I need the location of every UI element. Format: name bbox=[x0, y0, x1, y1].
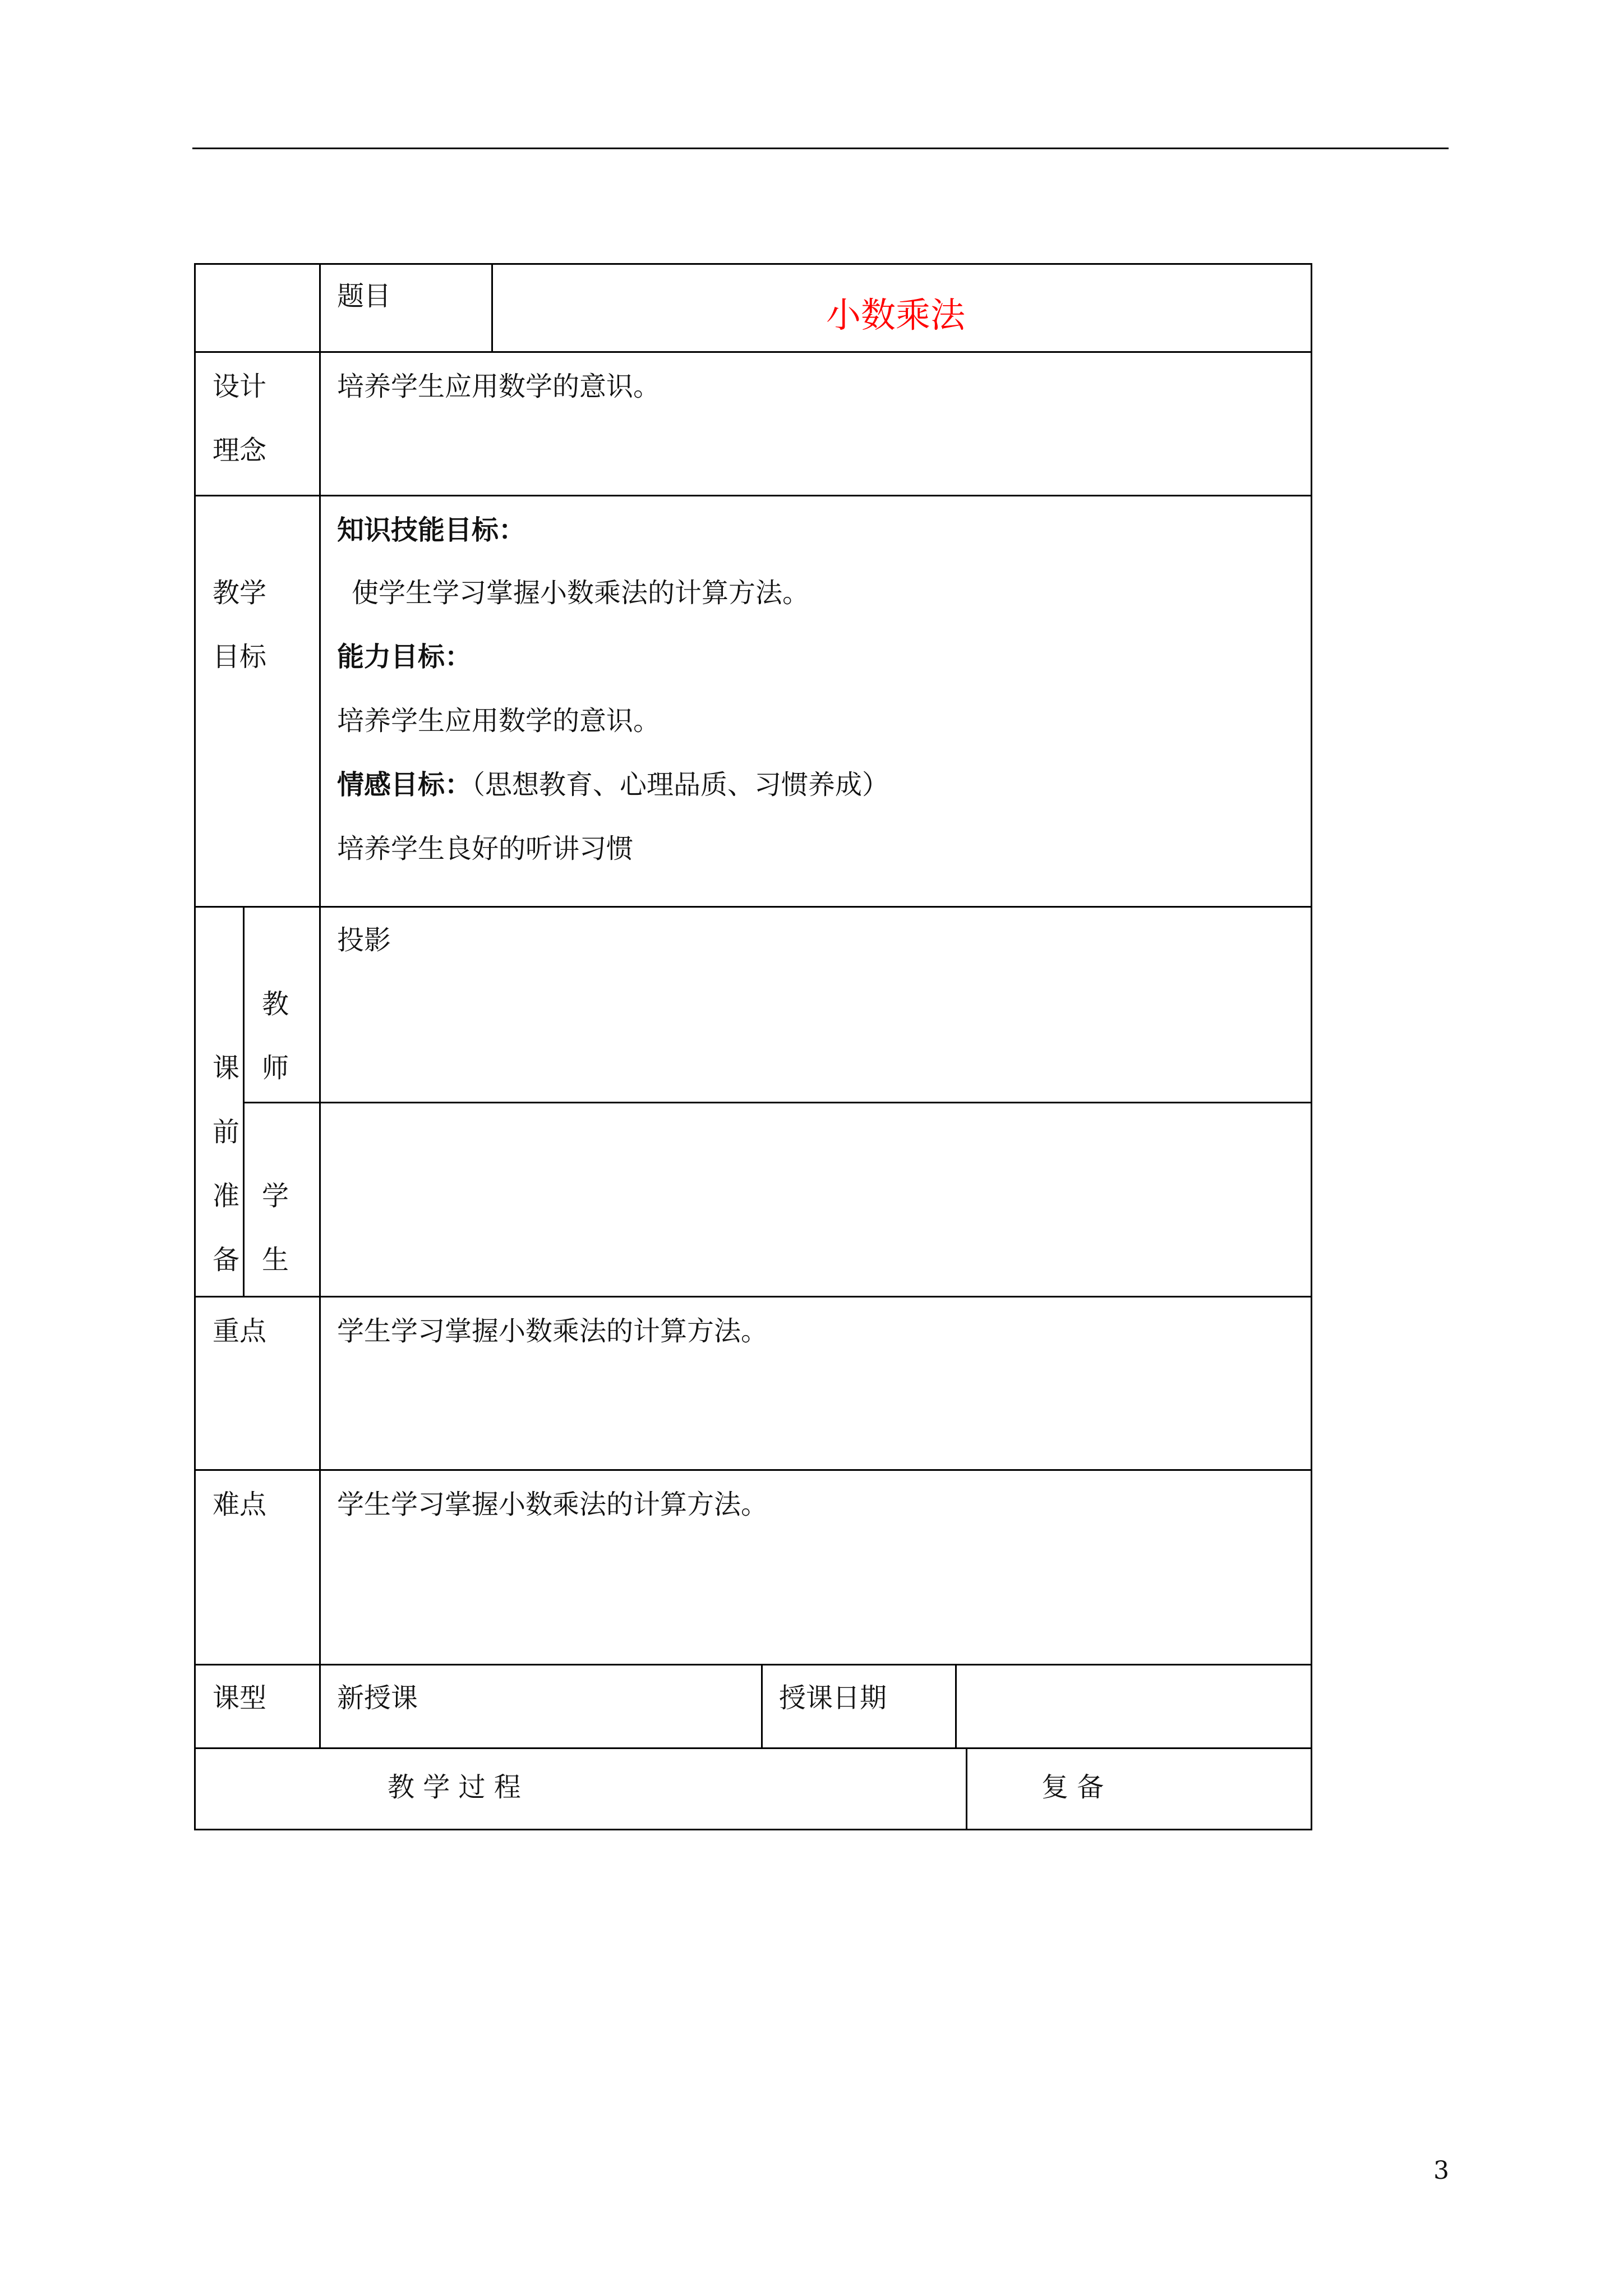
divider bbox=[319, 1297, 321, 1469]
student-label-1: 学 bbox=[262, 1180, 289, 1212]
student-label-2: 生 bbox=[262, 1244, 289, 1276]
knowledge-heading: 知识技能目标： bbox=[337, 514, 526, 546]
process-label: 教 学 过 程 bbox=[388, 1772, 521, 1803]
difficulty-row bbox=[194, 1469, 1312, 1665]
divider bbox=[319, 265, 321, 351]
difficulty-content: 学生学习掌握小数乘法的计算方法。 bbox=[337, 1489, 768, 1520]
divider bbox=[966, 1749, 967, 1829]
divider bbox=[319, 1471, 321, 1664]
page-number: 3 bbox=[1433, 2156, 1449, 2185]
divider bbox=[319, 496, 321, 906]
ability-text: 培养学生应用数学的意识。 bbox=[337, 705, 661, 737]
teacher-content: 投影 bbox=[337, 924, 391, 956]
design-label-1: 设计 bbox=[213, 371, 267, 402]
difficulty-label: 难点 bbox=[213, 1489, 267, 1520]
lesson-type-label: 课型 bbox=[213, 1682, 267, 1714]
prep-label-2: 前 bbox=[213, 1116, 240, 1148]
teacher-label-1: 教 bbox=[262, 988, 289, 1020]
design-row bbox=[194, 351, 1312, 496]
knowledge-text: 使学生学习掌握小数乘法的计算方法。 bbox=[352, 577, 810, 609]
header-rule bbox=[192, 148, 1449, 149]
teacher-label-2: 师 bbox=[262, 1052, 289, 1084]
ability-heading: 能力目标： bbox=[337, 641, 472, 673]
objectives-label-1: 教学 bbox=[213, 577, 267, 609]
key-point-row bbox=[194, 1296, 1312, 1471]
emotion-note: （思想教育、心理品质、习惯养成） bbox=[472, 769, 889, 800]
title-row bbox=[194, 263, 1312, 353]
prep-label-1: 课 bbox=[213, 1052, 240, 1084]
lesson-date-label: 授课日期 bbox=[779, 1682, 887, 1714]
divider bbox=[243, 1102, 1311, 1103]
divider bbox=[319, 1665, 321, 1747]
design-label-2: 理念 bbox=[213, 435, 267, 466]
key-point-content: 学生学习掌握小数乘法的计算方法。 bbox=[337, 1315, 768, 1347]
prep-label-4: 备 bbox=[213, 1244, 240, 1276]
divider bbox=[319, 353, 321, 495]
design-content: 培养学生应用数学的意识。 bbox=[337, 371, 661, 402]
emotion-heading: 情感目标： bbox=[337, 769, 472, 800]
divider bbox=[761, 1665, 763, 1747]
prep-label-3: 准 bbox=[213, 1180, 240, 1212]
review-label: 复 备 bbox=[1041, 1772, 1104, 1803]
key-point-label: 重点 bbox=[213, 1315, 267, 1347]
process-row bbox=[194, 1747, 1312, 1830]
title-label: 题目 bbox=[337, 280, 391, 312]
emotion-text: 培养学生良好的听讲习惯 bbox=[337, 833, 634, 864]
prep-row bbox=[194, 906, 1312, 1297]
emotion-line bbox=[337, 771, 889, 798]
lesson-title: 小数乘法 bbox=[826, 295, 966, 335]
objectives-row bbox=[194, 495, 1312, 908]
lesson-type-value: 新授课 bbox=[337, 1682, 418, 1714]
objectives-label-2: 目标 bbox=[213, 641, 267, 673]
lesson-type-row bbox=[194, 1664, 1312, 1749]
divider bbox=[955, 1665, 957, 1747]
divider bbox=[491, 265, 493, 351]
